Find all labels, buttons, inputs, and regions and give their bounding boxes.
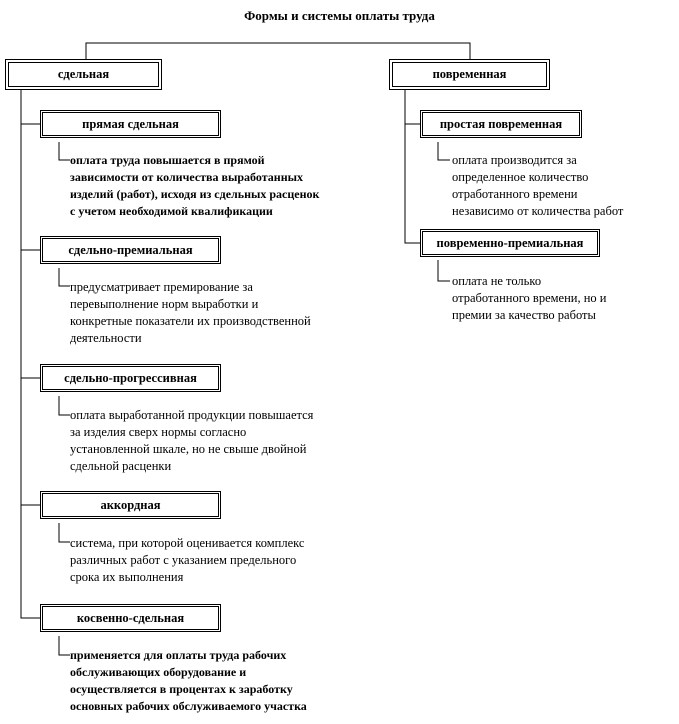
timework-bonus: повременно-премиальная [420, 229, 600, 257]
piecework-lump-sum-description: система, при которой оценивается комплекс различных работ с указанием предельного срока их выполнения [70, 536, 305, 584]
piecework-bonus-description: предусматривает премирование за перевыполнение норм выработки и конкретные показатели их производственной деятельности [70, 280, 311, 345]
piecework-progressive: сдельно-прогрессивная [40, 364, 221, 392]
connector-left-trunk [21, 88, 40, 618]
category-piecework: сдельная [5, 59, 162, 90]
piecework-direct: прямая сдельная [40, 110, 221, 138]
piecework-direct-description: оплата труда повышается в прямой зависимости от количества выработанных изделий (работ), исходя из сдельных расценок с учетом необходимой квалификации [70, 153, 320, 218]
timework-simple-description: оплата производится за определенное количество отработанного времени независимо от количества работ [452, 153, 624, 218]
connector-title [86, 43, 470, 59]
diagram-title: Формы и системы оплаты труда [244, 8, 435, 23]
piecework-bonus: сдельно-премиальная [40, 236, 221, 264]
piecework-indirect-description: применяется для оплаты труда рабочих обслуживающих оборудование и осуществляется в процентах к заработку основных рабочих обслуживаемого участка [70, 648, 307, 713]
timework-bonus-description: оплата не только отработанного времени, но и премии за качество работы [452, 274, 607, 322]
connector-right-trunk [405, 88, 420, 243]
piecework-progressive-description: оплата выработанной продукции повышается за изделия сверх нормы согласно установленной шкале, но не свыше двойной сдельной расценки [70, 408, 314, 473]
piecework-lump-sum: аккордная [40, 491, 221, 519]
category-timework: повременная [389, 59, 550, 90]
timework-simple: простая повременная [420, 110, 582, 138]
piecework-indirect: косвенно-сдельная [40, 604, 221, 632]
